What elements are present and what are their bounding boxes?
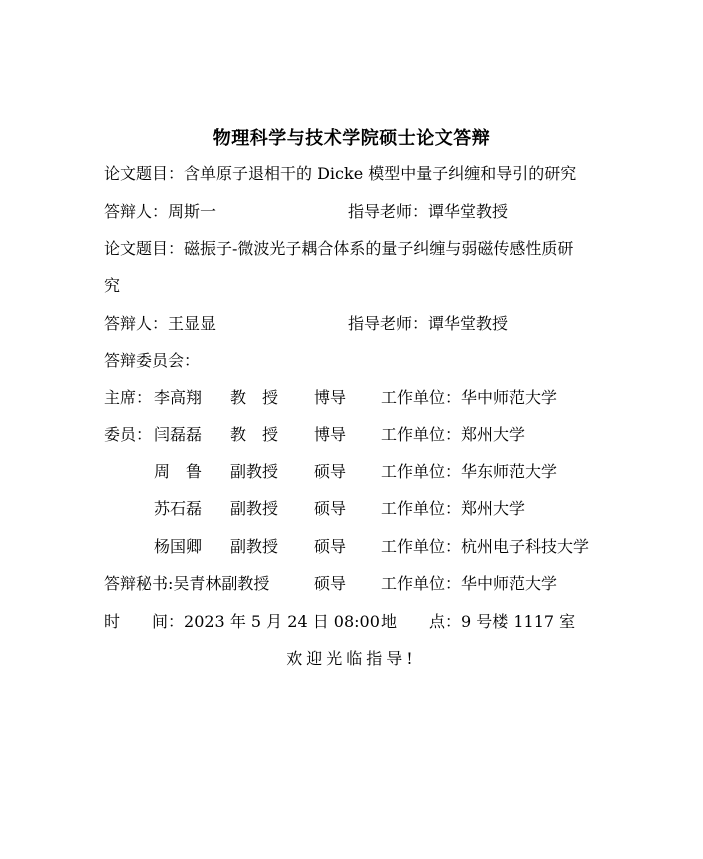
secretary-unit-label: 工作单位： xyxy=(381,574,462,593)
member-type: 硕导 xyxy=(314,462,347,481)
thesis2-advisor: 谭华堂教授 xyxy=(428,314,509,333)
thesis1-title-line xyxy=(104,164,576,184)
member-unit xyxy=(381,425,525,445)
chair-role: 主席： xyxy=(104,388,153,407)
member-name: 周 鲁 xyxy=(154,462,203,481)
thesis2-title-line2 xyxy=(104,276,120,296)
secretary-unit-value: 华中师范大学 xyxy=(461,574,558,593)
member-type: 博导 xyxy=(314,425,347,444)
thesis2-student: 王显显 xyxy=(168,314,217,333)
member-name: 苏石磊 xyxy=(154,499,203,518)
thesis1-student-label: 答辩人： xyxy=(104,202,169,221)
member-unit xyxy=(381,499,525,519)
member-unit-label: 工作单位： xyxy=(381,499,462,518)
chair-type: 博导 xyxy=(314,388,347,407)
member-unit-label: 工作单位： xyxy=(381,462,462,481)
thesis1-people-line xyxy=(104,202,216,222)
secretary-line xyxy=(104,574,269,594)
welcome-message: 欢迎光临指导! xyxy=(286,649,417,668)
member-type: 硕导 xyxy=(314,499,347,518)
member-unit-value: 郑州大学 xyxy=(461,425,526,444)
chair-unit-label: 工作单位： xyxy=(381,388,462,407)
member-rank: 教 授 xyxy=(230,425,279,444)
member-rank: 副教授 xyxy=(230,499,279,518)
thesis1-advisor-line xyxy=(348,202,508,222)
member-unit-label: 工作单位： xyxy=(381,425,462,444)
thesis2-title-part2: 究 xyxy=(104,276,121,295)
time-value: 2023 年 5 月 24 日 08:00 xyxy=(184,612,380,631)
thesis1-title: 含单原子退相干的 Dicke 模型中量子纠缠和导引的研究 xyxy=(184,164,577,183)
secretary-unit xyxy=(381,574,557,594)
member-unit xyxy=(381,462,557,482)
secretary-role: 答辩秘书: xyxy=(104,574,174,593)
thesis1-advisor-label: 指导老师： xyxy=(348,202,429,221)
thesis2-label: 论文题目： xyxy=(104,239,185,258)
member-unit xyxy=(381,537,589,557)
member-unit-label: 工作单位： xyxy=(381,537,462,556)
thesis1-student: 周斯一 xyxy=(168,202,217,221)
thesis2-advisor-line xyxy=(348,314,508,334)
committee-heading: 答辩委员会： xyxy=(104,351,201,370)
member-unit-value: 杭州电子科技大学 xyxy=(461,537,590,556)
member-unit-value: 郑州大学 xyxy=(461,499,526,518)
thesis2-title-part1: 磁振子-微波光子耦合体系的量子纠缠与弱磁传感性质研 xyxy=(184,239,574,258)
thesis2-advisor-label: 指导老师： xyxy=(348,314,429,333)
member-name: 杨国卿 xyxy=(154,537,203,556)
secretary-name: 吴青林 xyxy=(173,574,222,593)
secretary-rank: 副教授 xyxy=(221,574,270,593)
member-rank: 副教授 xyxy=(230,462,279,481)
member-rank: 副教授 xyxy=(230,537,279,556)
schedule-place xyxy=(381,612,575,632)
thesis2-student-label: 答辩人： xyxy=(104,314,169,333)
thesis2-people-line xyxy=(104,314,216,334)
place-value: 9 号楼 1117 室 xyxy=(461,612,576,631)
thesis2-title-line1 xyxy=(104,239,573,259)
thesis1-label: 论文题目： xyxy=(104,164,185,183)
page-title: 物理科学与技术学院硕士论文答辩 xyxy=(212,128,491,149)
thesis1-advisor: 谭华堂教授 xyxy=(428,202,509,221)
place-label: 地 点： xyxy=(381,612,462,631)
members-label: 委员： xyxy=(104,425,153,444)
chair-unit-value: 华中师范大学 xyxy=(461,388,558,407)
chair-name: 李高翔 xyxy=(154,388,203,407)
member-type: 硕导 xyxy=(314,537,347,556)
member-name: 闫磊磊 xyxy=(154,425,203,444)
secretary-type: 硕导 xyxy=(314,574,347,593)
member-unit-value: 华东师范大学 xyxy=(461,462,558,481)
time-label: 时 间： xyxy=(104,612,185,631)
schedule-time xyxy=(104,612,380,632)
chair-rank: 教 授 xyxy=(230,388,279,407)
chair-unit xyxy=(381,388,557,408)
